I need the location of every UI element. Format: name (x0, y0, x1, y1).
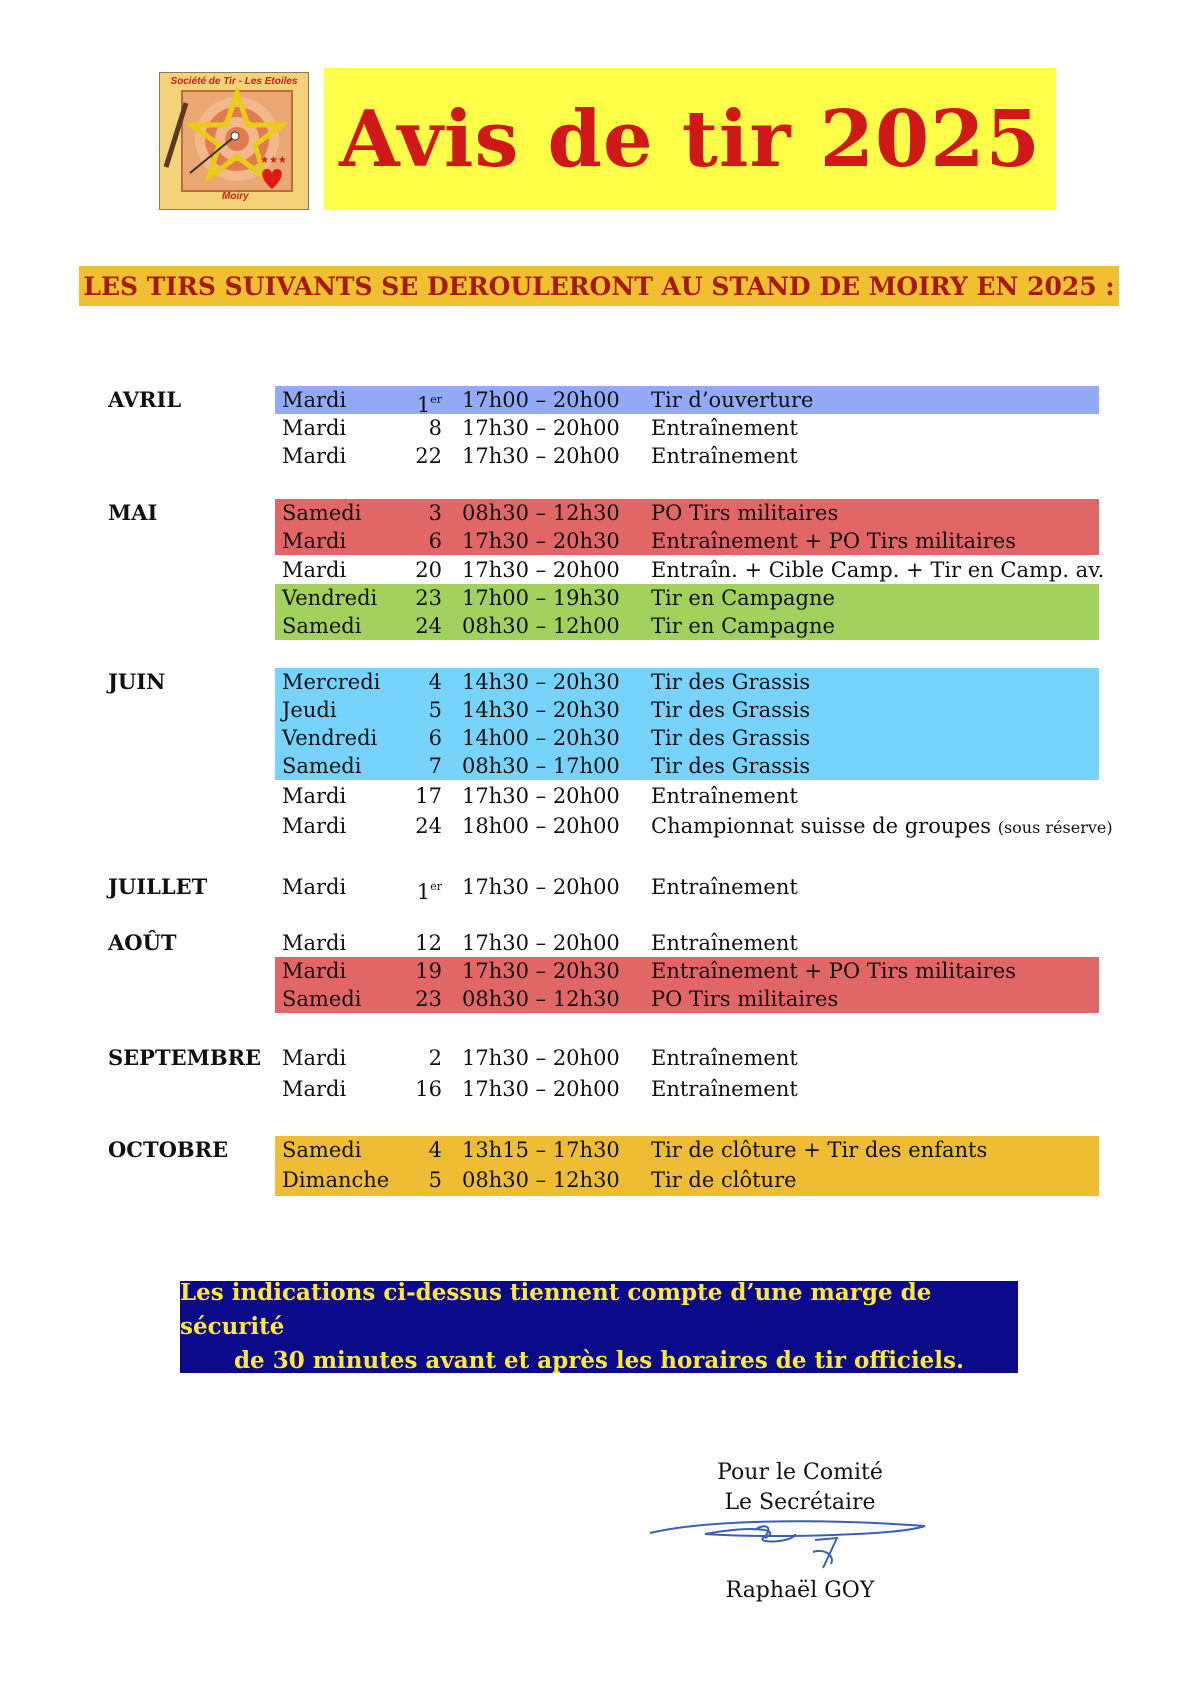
time-range: 08h30 – 12h30 (462, 987, 620, 1011)
month-label: AOÛT (108, 930, 177, 955)
time-range: 14h30 – 20h30 (462, 670, 620, 694)
schedule-row (275, 782, 1099, 810)
day: Mardi (282, 529, 347, 553)
event: Tir des Grassis (651, 698, 811, 722)
page-title: Avis de tir 2025 (339, 93, 1041, 185)
event: Tir des Grassis (651, 754, 811, 778)
time-range: 17h30 – 20h00 (462, 931, 620, 955)
time-range: 17h30 – 20h00 (462, 784, 620, 808)
date-number: 5 (428, 698, 442, 722)
day: Jeudi (282, 698, 337, 722)
time-range: 14h30 – 20h30 (462, 698, 620, 722)
date-number: 16 (415, 1077, 442, 1101)
schedule-row (275, 873, 1099, 904)
day: Mardi (282, 444, 347, 468)
day: Mardi (282, 814, 347, 838)
safety-note-line: de 30 minutes avant et après les horaires de tir officiels. (233, 1347, 965, 1374)
month-label: JUILLET (108, 874, 208, 899)
event: Tir en Campagne (651, 586, 835, 610)
date-number: 17 (415, 784, 442, 808)
schedule-row (275, 1044, 1099, 1072)
date-number: 24 (415, 614, 442, 638)
time-range: 17h00 – 20h00 (462, 388, 620, 412)
month-label: JUIN (108, 669, 166, 694)
day: Vendredi (282, 586, 378, 610)
day: Mardi (282, 931, 347, 955)
schedule-row (275, 812, 1113, 840)
date-number: 1er (416, 880, 442, 904)
time-range: 18h00 – 20h00 (462, 814, 620, 838)
schedule-row (275, 752, 1099, 780)
time-range: 17h00 – 19h30 (462, 586, 620, 610)
date-number: 7 (428, 754, 442, 778)
schedule-row (275, 957, 1099, 985)
schedule-row (275, 499, 1099, 527)
date-number: 22 (415, 444, 442, 468)
event: Entraînement (651, 875, 798, 899)
schedule-row (275, 985, 1099, 1013)
day: Samedi (282, 1138, 362, 1162)
event: Tir de clôture (651, 1168, 797, 1192)
date-number: 19 (415, 959, 442, 983)
schedule-row (275, 1136, 1099, 1166)
time-range: 17h30 – 20h00 (462, 1046, 620, 1070)
safety-note (180, 1281, 1018, 1373)
date-number: 6 (428, 529, 442, 553)
schedule-row (275, 442, 1099, 470)
day: Mardi (282, 875, 347, 899)
signature-line: Pour le Comité (717, 1460, 883, 1485)
time-range: 13h15 – 17h30 (462, 1138, 620, 1162)
schedule-row (275, 584, 1099, 612)
day: Mercredi (282, 670, 381, 694)
safety-note-line: Les indications ci-dessus tiennent compte d’une marge de sécurité (180, 1279, 932, 1340)
date-number: 12 (415, 931, 442, 955)
event: Entraînement + PO Tirs militaires (651, 959, 1016, 983)
time-range: 08h30 – 12h30 (462, 501, 620, 525)
event: Entraînement + PO Tirs militaires (651, 529, 1016, 553)
event: Tir des Grassis (651, 670, 811, 694)
day: Mardi (282, 416, 347, 440)
day: Samedi (282, 987, 362, 1011)
day: Dimanche (282, 1168, 390, 1192)
svg-text:★★★: ★★★ (260, 155, 287, 166)
date-number: 3 (428, 501, 442, 525)
day: Samedi (282, 614, 362, 638)
event: Entraîn. + Cible Camp. + Tir en Camp. av. (651, 558, 1105, 582)
event: Championnat suisse de groupes (sous réserve) (651, 814, 1113, 838)
day: Vendredi (282, 726, 378, 750)
date-number: 24 (415, 814, 442, 838)
date-number: 23 (415, 987, 442, 1011)
date-number: 23 (415, 586, 442, 610)
event: Tir d’ouverture (651, 388, 814, 412)
time-range: 08h30 – 12h00 (462, 614, 620, 638)
handwritten-signature (645, 1508, 935, 1578)
event: Tir des Grassis (651, 726, 811, 750)
time-range: 08h30 – 12h30 (462, 1168, 620, 1192)
event: PO Tirs militaires (651, 987, 839, 1011)
schedule-row (275, 386, 1099, 417)
day: Mardi (282, 1077, 347, 1101)
schedule-row (275, 1166, 1099, 1196)
month-label: SEPTEMBRE (108, 1045, 262, 1070)
time-range: 17h30 – 20h00 (462, 558, 620, 582)
title-box (324, 68, 1056, 210)
schedule-row (275, 696, 1099, 724)
month-label: MAI (108, 500, 158, 525)
schedule-row (275, 556, 1105, 584)
signature-line: Le Secrétaire (724, 1490, 876, 1515)
month-label: OCTOBRE (108, 1137, 229, 1162)
month-label: AVRIL (108, 387, 182, 412)
date-number: 6 (428, 726, 442, 750)
date-number: 5 (428, 1168, 442, 1192)
banner-heading: LES TIRS SUIVANTS SE DEROULERONT AU STAND DE MOIRY EN 2025 : (79, 266, 1119, 306)
logo-bottom-text: Moiry (222, 191, 249, 202)
schedule-row (275, 527, 1099, 555)
event: Entraînement (651, 1077, 798, 1101)
date-number: 2 (428, 1046, 442, 1070)
day: Samedi (282, 754, 362, 778)
event: Tir de clôture + Tir des enfants (651, 1138, 988, 1162)
date-number: 1er (416, 393, 442, 417)
schedule-row (275, 612, 1099, 640)
day: Mardi (282, 558, 347, 582)
logo-top-text: Société de Tir - Les Etoiles (170, 76, 298, 87)
date-number: 8 (428, 416, 442, 440)
event: Entraînement (651, 444, 798, 468)
date-number: 4 (428, 670, 442, 694)
date-number: 4 (428, 1138, 442, 1162)
schedule-row (275, 929, 1099, 957)
event: Entraînement (651, 416, 798, 440)
schedule-row (275, 724, 1099, 752)
event: Entraînement (651, 931, 798, 955)
time-range: 17h30 – 20h00 (462, 416, 620, 440)
event: Tir en Campagne (651, 614, 835, 638)
schedule-row (275, 414, 1099, 442)
day: Mardi (282, 1046, 347, 1070)
time-range: 17h30 – 20h00 (462, 444, 620, 468)
schedule-row (275, 1075, 1099, 1103)
time-range: 14h00 – 20h30 (462, 726, 620, 750)
event: Entraînement (651, 784, 798, 808)
date-number: 20 (415, 558, 442, 582)
time-range: 17h30 – 20h00 (462, 875, 620, 899)
time-range: 17h30 – 20h00 (462, 1077, 620, 1101)
ordinal-suffix: er (430, 880, 442, 893)
day: Samedi (282, 501, 362, 525)
club-logo (159, 72, 309, 210)
time-range: 08h30 – 17h00 (462, 754, 620, 778)
event: Entraînement (651, 1046, 798, 1070)
day: Mardi (282, 784, 347, 808)
event: PO Tirs militaires (651, 501, 839, 525)
signatory-name: Raphaël GOY (725, 1578, 875, 1603)
reservation-note: (sous réserve) (997, 818, 1113, 837)
ordinal-suffix: er (430, 393, 442, 406)
time-range: 17h30 – 20h30 (462, 959, 620, 983)
time-range: 17h30 – 20h30 (462, 529, 620, 553)
schedule-row (275, 668, 1099, 696)
day: Mardi (282, 388, 347, 412)
day: Mardi (282, 959, 347, 983)
